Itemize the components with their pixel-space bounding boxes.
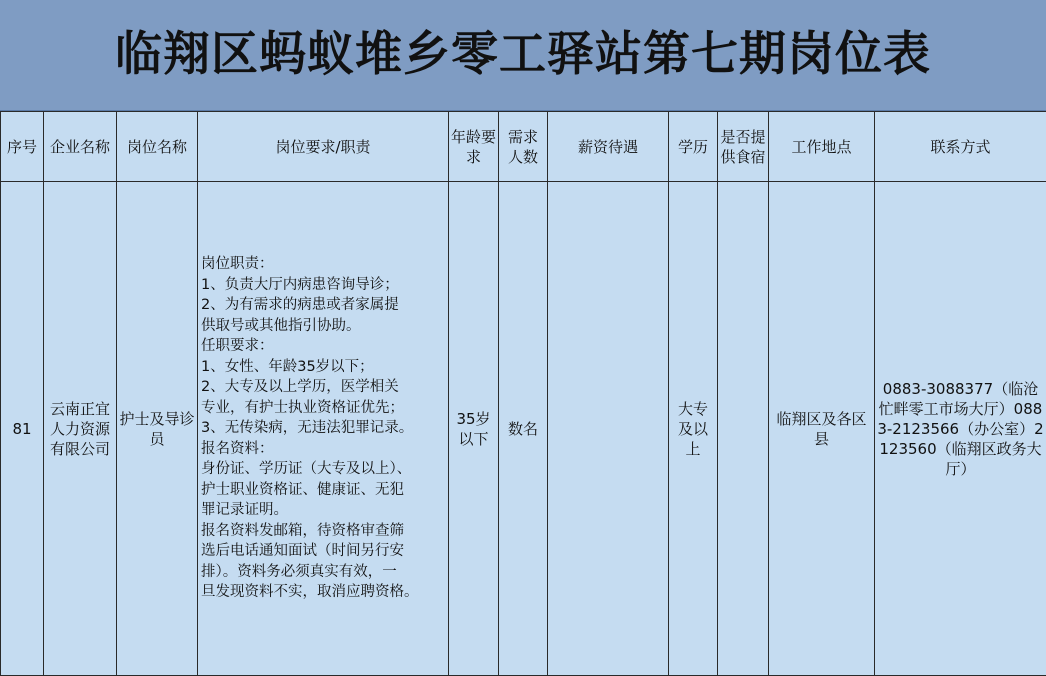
requirement-line: 2、为有需求的病患或者家属提 bbox=[201, 295, 446, 316]
requirement-line: 3、无传染病，无违法犯罪记录。 bbox=[201, 418, 446, 439]
requirement-line: 旦发现资料不实，取消应聘资格。 bbox=[201, 582, 446, 603]
requirement-line: 罪记录证明。 bbox=[201, 500, 446, 521]
header-education: 学历 bbox=[669, 112, 718, 182]
cell-seq: 81 bbox=[1, 182, 44, 676]
requirement-line: 选后电话通知面试（时间另行安 bbox=[201, 541, 446, 562]
cell-company: 云南正宜人力资源有限公司 bbox=[44, 182, 117, 676]
requirement-line: 供取号或其他指引协助。 bbox=[201, 316, 446, 337]
header-age: 年龄要求 bbox=[449, 112, 499, 182]
requirement-line: 1、负责大厅内病患咨询导诊； bbox=[201, 275, 446, 296]
cell-meals-lodging bbox=[718, 182, 769, 676]
requirement-line: 任职要求： bbox=[201, 336, 446, 357]
cell-contact: 0883-3088377（临沧忙畔零工市场大厅）0883-2123566（办公室）2123560（临翔区政务大厅） bbox=[875, 182, 1046, 676]
requirement-line: 岗位职责： bbox=[201, 254, 446, 275]
requirement-line: 2、大专及以上学历，医学相关 bbox=[201, 377, 446, 398]
header-requirements: 岗位要求/职责 bbox=[198, 112, 449, 182]
requirement-line: 专业，有护士执业资格证优先； bbox=[201, 398, 446, 419]
requirement-line: 报名资料： bbox=[201, 439, 446, 460]
header-contact: 联系方式 bbox=[875, 112, 1046, 182]
header-row bbox=[1, 112, 1046, 182]
job-table bbox=[0, 111, 1046, 676]
cell-location: 临翔区及各区县 bbox=[769, 182, 875, 676]
table-row bbox=[1, 182, 1046, 676]
cell-count: 数名 bbox=[499, 182, 548, 676]
requirement-line: 排）。资料务必须真实有效，一 bbox=[201, 562, 446, 583]
header-company: 企业名称 bbox=[44, 112, 117, 182]
title-bar bbox=[0, 0, 1046, 111]
requirement-line: 1、女性、年龄35岁以下； bbox=[201, 357, 446, 378]
header-salary: 薪资待遇 bbox=[548, 112, 669, 182]
requirement-line: 报名资料发邮箱，待资格审查筛 bbox=[201, 521, 446, 542]
cell-requirements bbox=[198, 182, 449, 676]
header-location: 工作地点 bbox=[769, 112, 875, 182]
header-position: 岗位名称 bbox=[117, 112, 198, 182]
header-meals-lodging: 是否提供食宿 bbox=[718, 112, 769, 182]
page-title: 临翔区蚂蚁堆乡零工驿站第七期岗位表 bbox=[115, 17, 931, 84]
requirement-line: 护士职业资格证、健康证、无犯 bbox=[201, 480, 446, 501]
cell-age: 35岁以下 bbox=[449, 182, 499, 676]
cell-position: 护士及导诊员 bbox=[117, 182, 198, 676]
header-count: 需求人数 bbox=[499, 112, 548, 182]
header-seq: 序号 bbox=[1, 112, 44, 182]
cell-salary bbox=[548, 182, 669, 676]
cell-education: 大专及以上 bbox=[669, 182, 718, 676]
requirement-line: 身份证、学历证（大专及以上）、 bbox=[201, 459, 446, 480]
